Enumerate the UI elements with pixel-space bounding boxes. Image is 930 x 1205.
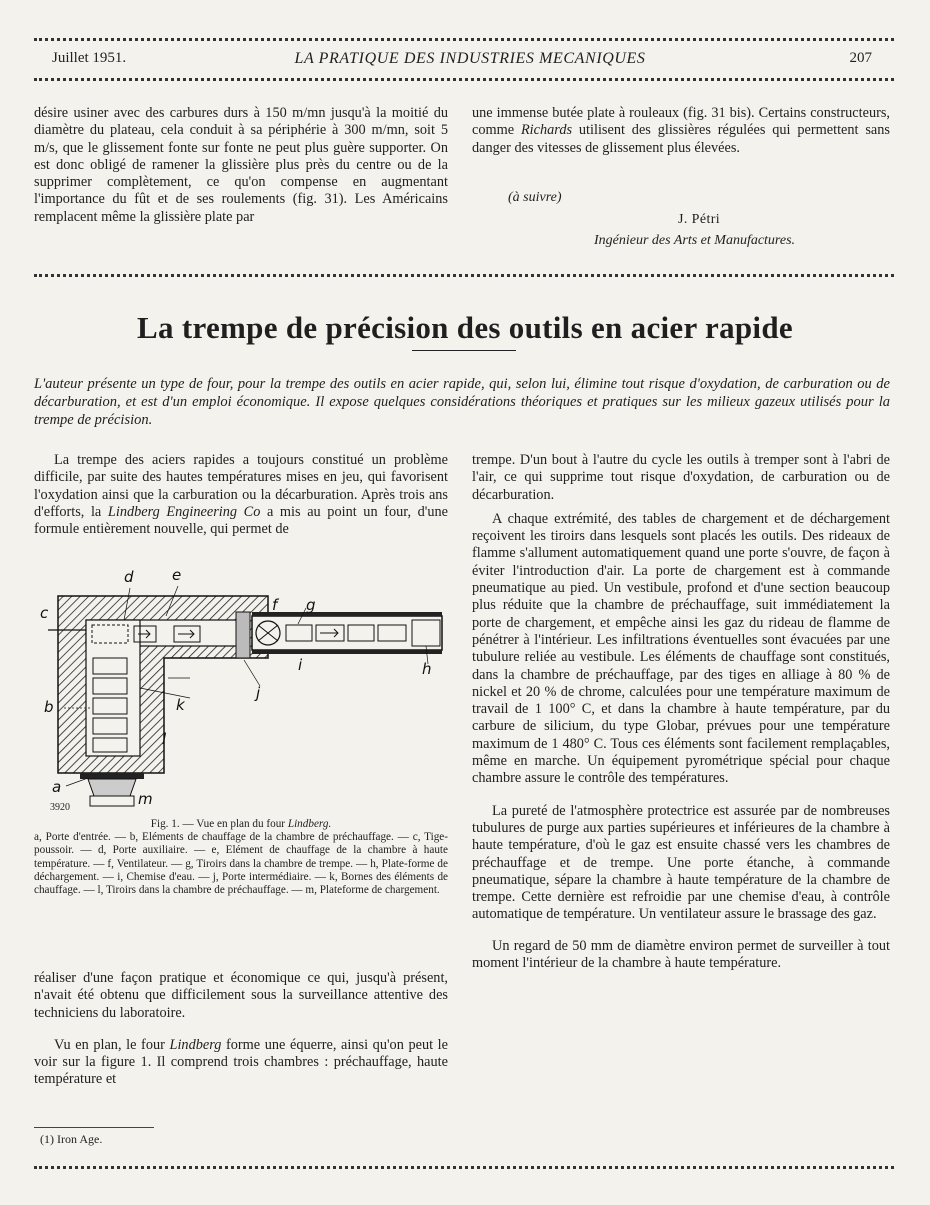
entrance-door — [80, 773, 144, 779]
header-date: Juillet 1951. — [52, 50, 127, 66]
page-number: 207 — [849, 50, 872, 66]
label-m: m — [138, 790, 153, 808]
journal-title: LA PRATIQUE DES INDUSTRIES MECANIQUES — [294, 50, 646, 67]
label-c: c — [40, 604, 49, 622]
furnace-plan-diagram — [40, 568, 450, 808]
company-name: Richards — [520, 122, 573, 139]
paragraph: A chaque extrémité, des tables de chargement et de déchargement reçoivent les tiroirs dans lesquels sont placés les outils. Des rideaux de flamme s'allument automatiquement quand une porte s'ouvre, de façon à éviter l'introduction d'air. La porte de chargement est à commande pneumatique au pied. Un vestibule, profond et d'une section beaucoup plus réduite que la chambre de préchauffage, suit immédiatement la porte de chargement, et empêche ainsi les gaz du rideau de flamme de pénétrer à l'intérieur. Les infiltrations éventuelles sont évacuées par une tubulure reliée au vestibule. Les éléments de chauffage sont constitués, dans la chambre de préchauffage, par des tiges en alliage à 80 % de nickel et 20 % de chrome, calculées pour une température maximum de travail de 1 100° C, et dans la chambre à haute température, par du carbure de silicium, du type Globar, prévues pour une température maximum de 1 480° C. Tous ces éléments sont facilement remplaçables, même en marche. Un équipement pyrométrique spécial pour chaque chambre assure le contrôle des températures. — [472, 510, 890, 787]
paragraph: désire usiner avec des carbures durs à 150 m/mn jusqu'à la moitié du diamètre du plateau, cela conduit à sa périphérie à 300 m/mn, soit 5 m/s, que le glissement fonte sur fonte ne peut plus guère supporter. On est donc obligé de ramener la glissière plus près du centre ou de la supprimer complètement, ce qu'on compense en augmentant l'importance du fût et de ses roulements (fig. 31). Les Américains remplacent même la glissière plate par — [34, 105, 448, 225]
header-dotted-rule — [34, 78, 894, 81]
article-lead: L'auteur présente un type de four, pour la trempe des outils en acier rapide, qui, selon lui, élimine tout risque d'oxydation, de carburation ou de décarburation, et est d'un emploi économique. Il expose quelques considérations théoriques et pratiques sur les milieux gazeux utilisés pour la trempe de précision. — [34, 376, 890, 428]
label-h: h — [422, 660, 432, 678]
label-e: e — [172, 568, 182, 584]
label-b: b — [44, 698, 54, 716]
furnace-name: Lindberg — [169, 1036, 222, 1053]
text: a mis au point un four, d'une formule entièrement nouvelle, qui permet de — [34, 503, 449, 538]
figure-caption — [34, 818, 448, 897]
furnace-name: Lindberg. — [287, 818, 332, 830]
footnote: (1) Iron Age. — [40, 1132, 103, 1146]
text: utilisent des glissières régulées qui permettent sans danger des vitesses de glissement plus élevées. — [472, 122, 890, 156]
caption-title — [34, 818, 448, 831]
loading-platform — [88, 779, 136, 796]
previous-article-left — [34, 105, 448, 226]
paragraph: réaliser d'une façon pratique et économique ce qui, jusqu'à présent, n'avait été obtenu que difficilement sous la surveillance attentive des techniciens du laboratoire. — [34, 970, 448, 1021]
title-underline — [412, 350, 516, 351]
top-dotted-rule — [34, 38, 894, 41]
author-title: Ingénieur des Arts et Manufactures. — [594, 233, 796, 248]
paragraph: Un regard de 50 mm de diamètre environ permet de surveiller à tout moment l'intérieur de la chambre à haute température. — [472, 937, 890, 972]
figure-reference-number: 3920 — [50, 802, 70, 813]
author-name: J. Pétri — [678, 212, 721, 227]
label-i: i — [298, 656, 303, 674]
label-f: f — [272, 596, 278, 614]
text: une immense butée plate à rouleaux (fig. 31 bis). Certains constructeurs, comme — [472, 105, 890, 139]
paragraph — [34, 452, 448, 538]
text: forme une équerre, ainsi qu'on peut le voir sur la figure 1. Il comprend trois chambres : préchauffage, haute température et — [34, 1036, 448, 1088]
text: Fig. 1. — Vue en plan du four — [150, 818, 288, 830]
article-left-bottom — [34, 970, 448, 1089]
caption-legend: a, Porte d'entrée. — b, Eléments de chauffage de la chambre de préchauffage. — c, Tige-poussoir. — d, Porte auxiliaire. — e, Elément de chauffage de la chambre à haute température. — f, Ventilateur. — g, Tiroirs dans la chambre de trempe. — h, Plate-forme de déchargement. — i, Chemise d'eau. — j, Porte intermédiaire. — k, Bornes des éléments de chauffage. — l, Tiroirs dans la chambre de préchauffage. — m, Plateforme de chargement. — [34, 831, 448, 897]
article-title: La trempe de précision des outils en acier rapide — [137, 310, 793, 345]
label-a: a — [52, 778, 62, 796]
label-k: k — [176, 696, 185, 714]
company-name: Lindberg Engineering Co — [107, 503, 261, 520]
intermediate-door — [236, 612, 250, 658]
label-j: j — [256, 684, 261, 702]
paragraph: trempe. D'un bout à l'autre du cycle les outils à tremper sont à l'abri de l'air, ce qui supprime tout risque d'oxydation, de carburation ou de décarburation. — [472, 452, 890, 503]
label-g: g — [306, 596, 316, 614]
article-left-top — [34, 452, 448, 538]
section-dotted-rule — [34, 274, 894, 277]
bottom-dotted-rule — [34, 1166, 894, 1169]
text: La trempe des aciers rapides a toujours constitué un problème difficile, par suite des hautes températures mises en jeu, qui favorisent l'oxydation ainsi que la carburation ou la décarburation. Après trois ans d'efforts, la — [34, 452, 448, 520]
article-right-column — [472, 452, 890, 972]
paragraph — [34, 1037, 448, 1089]
paragraph — [472, 105, 890, 157]
continued-note: (à suivre) — [508, 190, 562, 205]
label-d: d — [124, 568, 134, 586]
footnote-rule — [34, 1127, 154, 1128]
paragraph: La pureté de l'atmosphère protectrice est assurée par de nombreuses tubulures de purge aux parties supérieures et inférieures de la chambre à haute température, d'où le gaz est ensuite chassé vers les chambres de préchauffage et de trempe. Une porte étanche, à commande pneumatique, sépare la chambre à haute température de la chambre de trempe. Cette dernière est refroidie par une chemise d'eau, à contrôle automatique de température. Un ventilateur assure le brassage des gaz. — [472, 802, 890, 923]
previous-article-right — [472, 105, 890, 157]
label-l: l — [162, 730, 167, 748]
text: Vu en plan, le four — [54, 1036, 170, 1053]
